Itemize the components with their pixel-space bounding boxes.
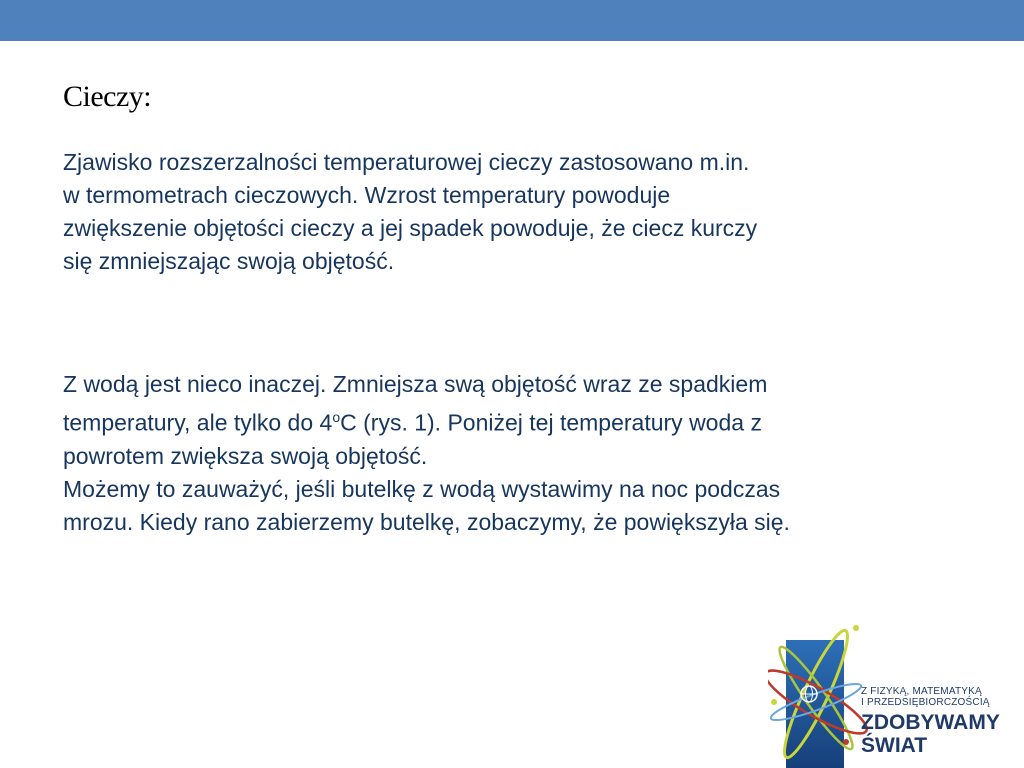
paragraph-1 xyxy=(63,146,963,278)
logo-line-1: Z FIZYKĄ, MATEMATYKĄ xyxy=(861,686,982,697)
paragraph-1-line: się zmniejszając swoją objętość. xyxy=(63,248,395,274)
paragraph-2-line: mrozu. Kiedy rano zabierzemy butelkę, zobaczymy, że powiększyła się. xyxy=(63,508,790,535)
paragraph-2-line xyxy=(63,401,1013,440)
top-bar xyxy=(0,0,1024,41)
paragraph-2-line: Możemy to zauważyć, jeśli butelkę z wodą wystawimy na noc podczas xyxy=(63,475,781,502)
paragraph-2-text: C (rys. 1). Poniżej tej temperatury woda z xyxy=(340,409,762,436)
logo-line-2: I PRZEDSIĘBIORCZOŚCIĄ xyxy=(861,697,990,708)
slide-title: Cieczy: xyxy=(63,80,152,113)
paragraph-2-line: powrotem zwiększa swoją objętość. xyxy=(63,442,428,469)
paragraph-2-line: Z wodą jest nieco inaczej. Zmniejsza swą objętość wraz ze spadkiem xyxy=(63,371,768,397)
paragraph-1-line: zwiększenie objętości cieczy a jej spadek powoduje, że ciecz kurczy xyxy=(63,215,758,241)
logo-line-4: ŚWIAT xyxy=(861,734,928,757)
paragraph-2 xyxy=(63,368,1013,539)
paragraph-1-line: w termometrach cieczowych. Wzrost temperatury powoduje xyxy=(63,182,671,208)
logo-line-3: ZDOBYWAMY xyxy=(861,711,1000,734)
degree-superscript: o xyxy=(332,409,341,425)
paragraph-2-text: temperatury, ale tylko do 4 xyxy=(63,409,333,436)
paragraph-1-line: Zjawisko rozszerzalności temperaturowej cieczy zastosowano m.in. xyxy=(63,149,750,175)
